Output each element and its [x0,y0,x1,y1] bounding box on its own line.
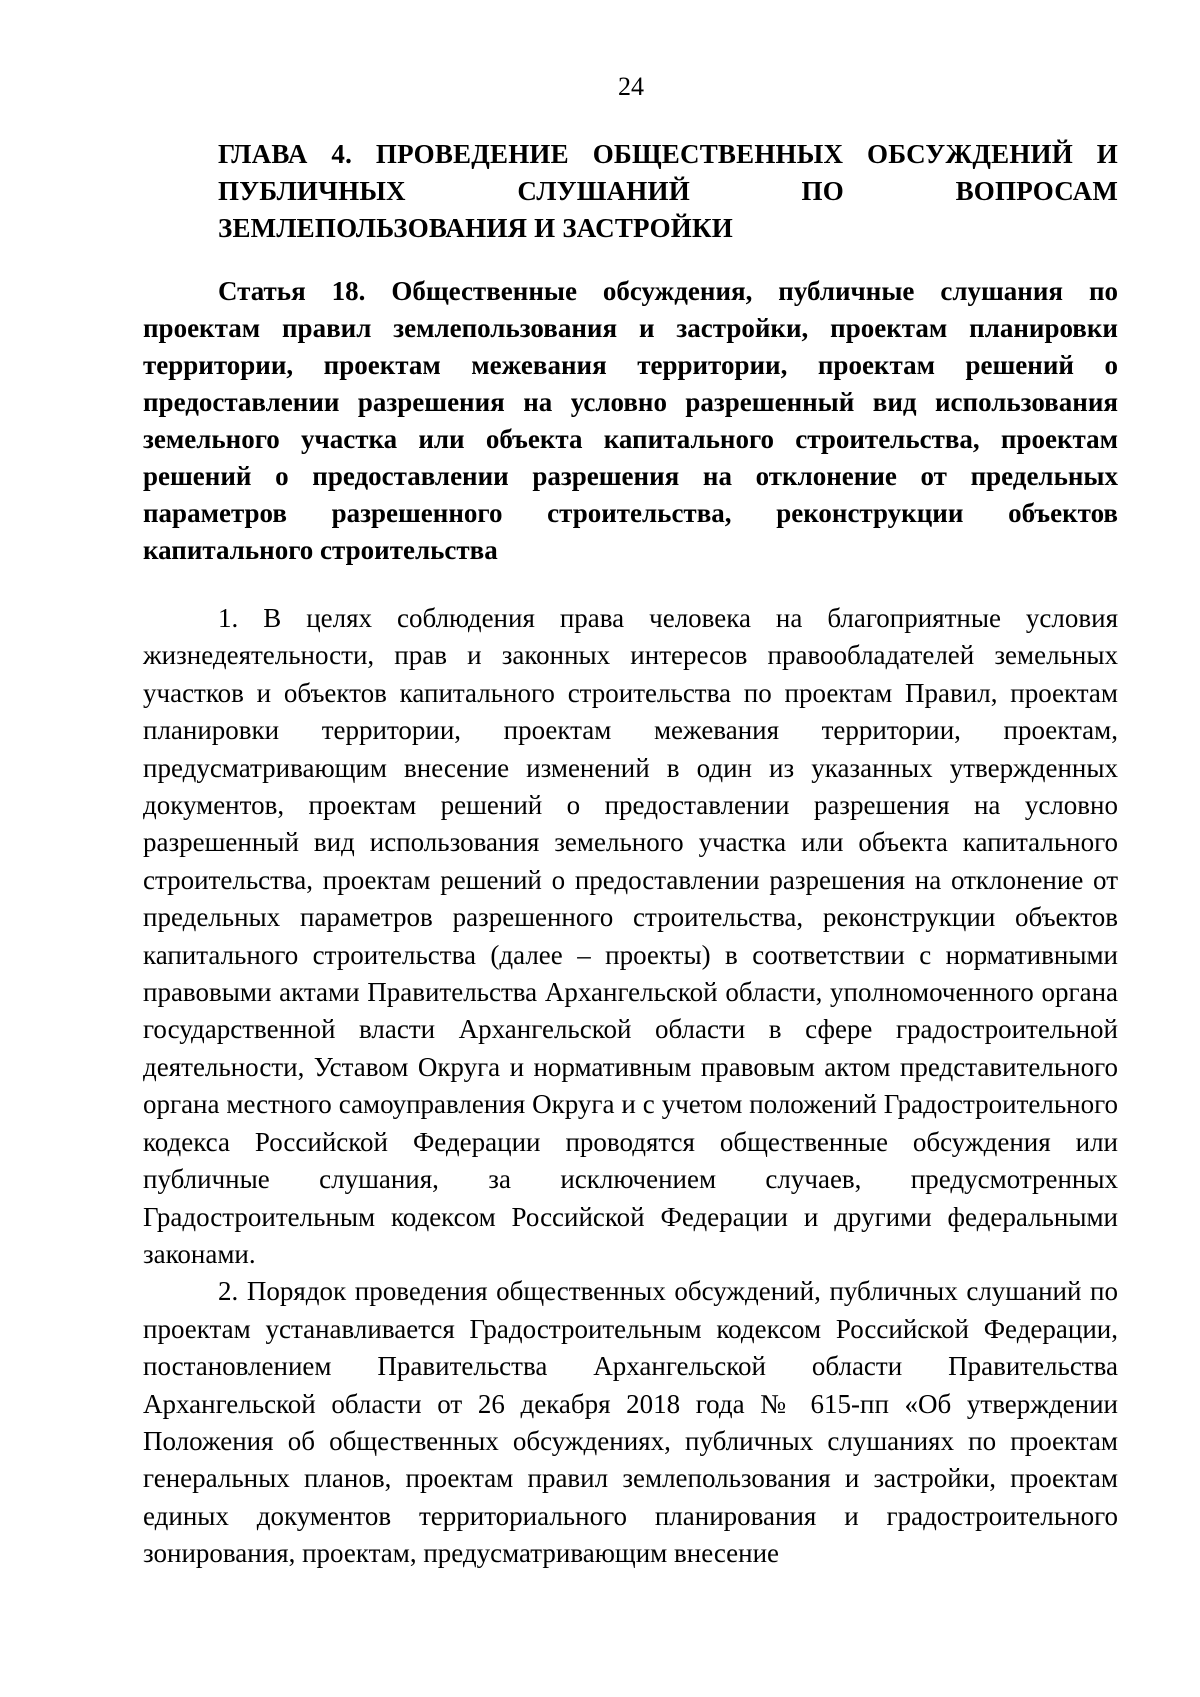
paragraph-2: 2. Порядок проведения общественных обсуждений, публичных слушаний по проектам устанавливается Градостроительным кодексом Российской Федерации, постановлением Правительства Архангельской области Правительства Архангельской области от 26 декабря 2018 года № 615-пп «Об утверждении Положения об общественных обсуждениях, публичных слушаниях по проектам генеральных планов, проектам правил землепользования и застройки, проектам единых документов территориального планирования и градостроительного зонирования, проектам, предусматривающим внесение [143,1276,1118,1569]
chapter-heading-line-2: ПУБЛИЧНЫХ СЛУШАНИЙ ПО ВОПРОСАМ [218,176,1118,206]
article-heading: Статья 18. Общественные обсуждения, публичные слушания по проектам правил землепользования и застройки, проектам планировки территории, проектам межевания территории, проектам решений о предоставлении разрешения на условно разрешенный вид использования земельного участка или объекта капитального строительства, проектам решений о предоставлении разрешения на отклонение от предельных параметров разрешенного строительства, реконструкции объектов капитального строительства [143,276,1118,565]
chapter-heading-line-1: ГЛАВА 4. ПРОВЕДЕНИЕ ОБЩЕСТВЕННЫХ ОБСУЖДЕНИЙ И [218,139,1118,169]
chapter-heading-line-3: ЗЕМЛЕПОЛЬЗОВАНИЯ И ЗАСТРОЙКИ [218,213,733,243]
chapter-heading [218,136,1118,247]
body-text [143,600,1118,1573]
paragraph-1: 1. В целях соблюдения права человека на благоприятные условия жизнедеятельности, прав и законных интересов правообладателей земельных участков и объектов капитального строительства по проектам Правил, проектам планировки территории, проектам межевания территории, проектам, предусматривающим внесение изменений в один из указанных утвержденных документов, проектам решений о предоставлении разрешения на условно разрешенный вид использования земельного участка или объекта капитального строительства, проектам решений о предоставлении разрешения на отклонение от предельных параметров разрешенного строительства, реконструкции объектов капитального строительства (далее – проекты) в соответствии с нормативными правовыми актами Правительства Архангельской области, уполномоченного органа государственной власти Архангельской области в сфере градостроительной деятельности, Уставом Округа и нормативным правовым актом представительного органа местного самоуправления Округа и с учетом положений Градостроительного кодекса Российской Федерации проводятся общественные обсуждения или публичные слушания, за исключением случаев, предусмотренных Градостроительным кодексом Российской Федерации и другими федеральными законами. [143,603,1118,1269]
page-number: 24 [618,72,644,101]
